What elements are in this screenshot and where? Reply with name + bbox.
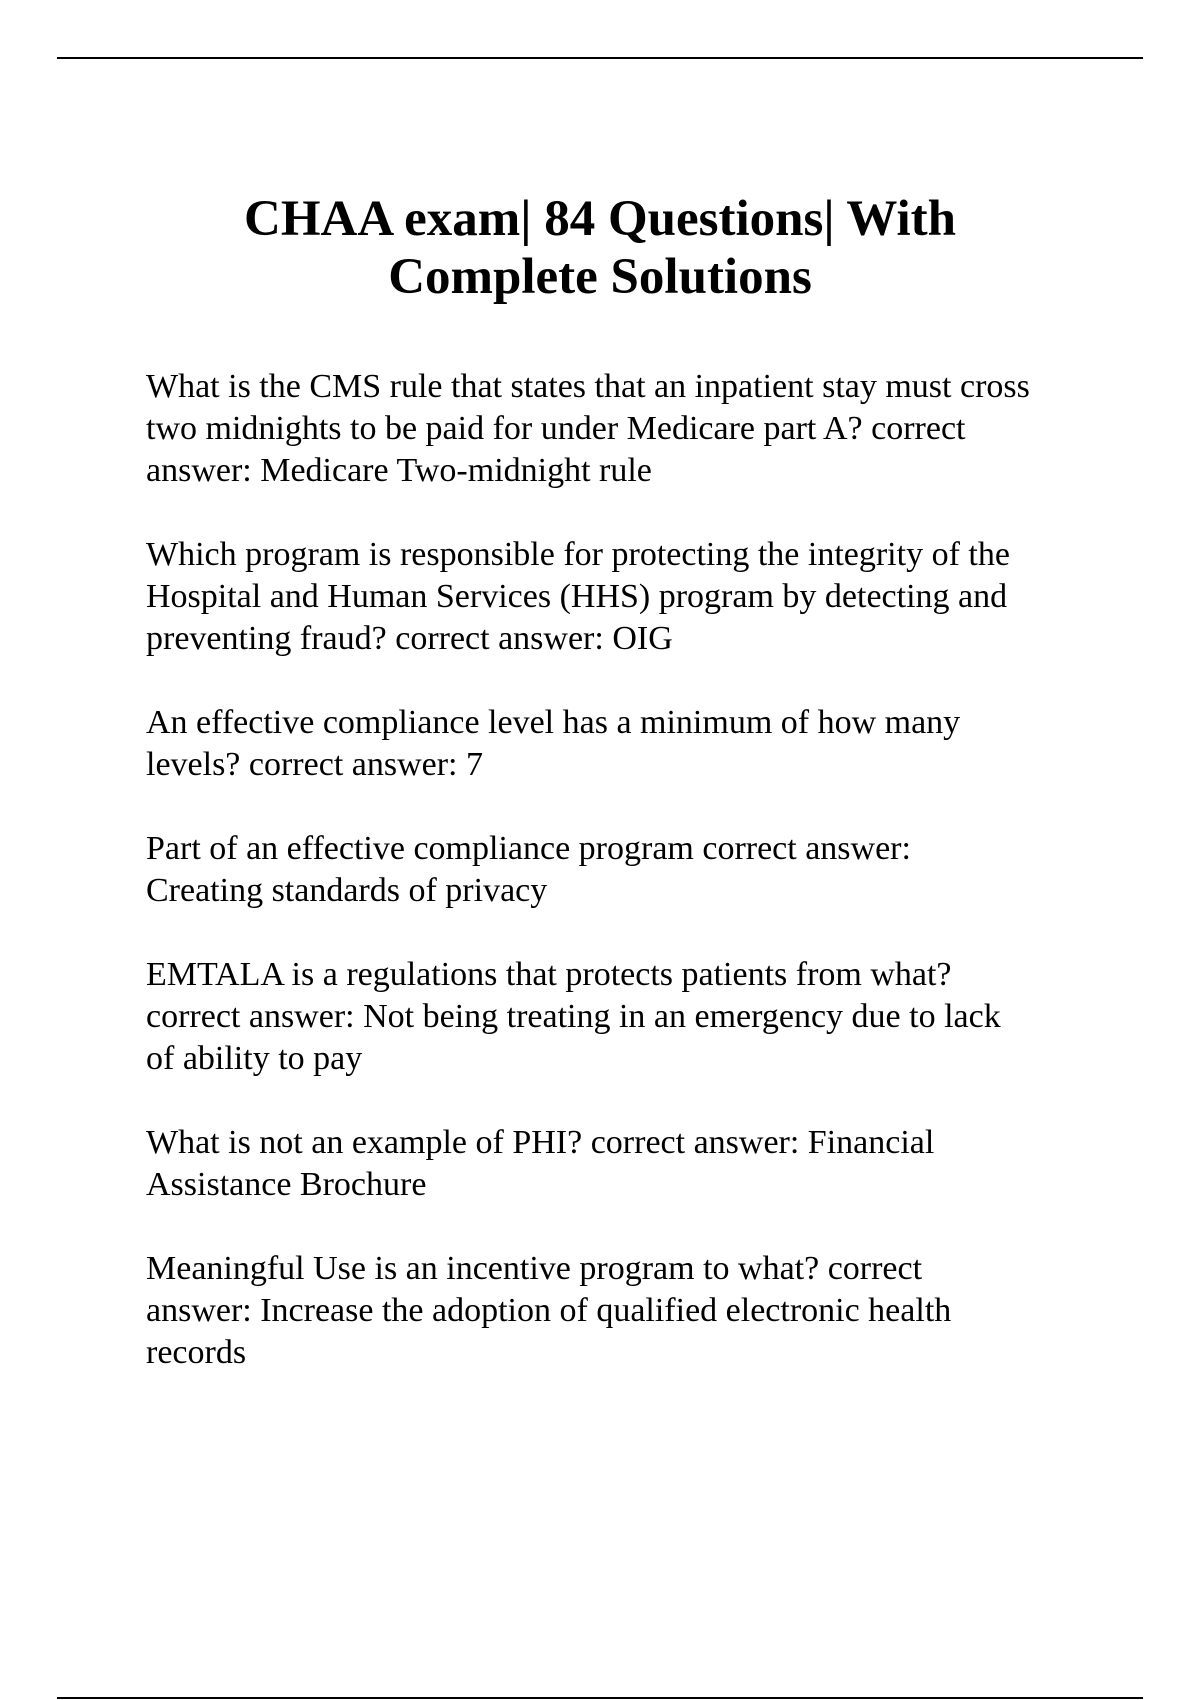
qa-item-7: [146, 1248, 1106, 1374]
qa-item-6: [146, 1122, 1106, 1206]
qa-item-2: [146, 534, 1106, 660]
page-title: [100, 190, 1100, 306]
qa-line: What is the CMS rule that states that an inpatient stay must cross: [146, 368, 1030, 405]
page-title-line-2: Complete Solutions: [388, 249, 812, 305]
qa-line: Assistance Brochure: [146, 1166, 427, 1203]
question-answer-list: [146, 366, 1106, 1416]
qa-item-3: [146, 702, 1106, 786]
qa-line: records: [146, 1334, 247, 1371]
qa-line: Hospital and Human Services (HHS) program by detecting and: [146, 578, 1008, 615]
qa-line: EMTALA is a regulations that protects patients from what?: [146, 956, 952, 993]
qa-line: correct answer: Not being treating in an emergency due to lack: [146, 998, 1001, 1035]
qa-line: of ability to pay: [146, 1040, 363, 1077]
qa-line: preventing fraud? correct answer: OIG: [146, 620, 673, 657]
qa-line: Which program is responsible for protecting the integrity of the: [146, 536, 1010, 573]
qa-item-5: [146, 954, 1106, 1080]
qa-line: An effective compliance level has a minimum of how many: [146, 704, 961, 741]
qa-text: [146, 1248, 1106, 1374]
qa-line: What is not an example of PHI? correct answer: Financial: [146, 1124, 935, 1161]
qa-line: two midnights to be paid for under Medicare part A? correct: [146, 410, 966, 447]
qa-text: [146, 1122, 1106, 1206]
qa-line: Part of an effective compliance program correct answer:: [146, 830, 911, 867]
header-rule: [57, 57, 1143, 59]
qa-text: [146, 828, 1106, 912]
qa-line: Meaningful Use is an incentive program to what? correct: [146, 1250, 923, 1287]
qa-text: [146, 366, 1106, 492]
page-title-line-1: CHAA exam| 84 Questions| With: [244, 191, 956, 247]
qa-item-1: [146, 366, 1106, 492]
qa-line: answer: Medicare Two-midnight rule: [146, 452, 652, 489]
qa-line: Creating standards of privacy: [146, 872, 548, 909]
qa-line: answer: Increase the adoption of qualified electronic health: [146, 1292, 952, 1329]
qa-line: levels? correct answer: 7: [146, 746, 483, 783]
qa-text: [146, 954, 1106, 1080]
qa-text: [146, 702, 1106, 786]
footer-rule: [57, 1697, 1143, 1699]
qa-item-4: [146, 828, 1106, 912]
qa-text: [146, 534, 1106, 660]
